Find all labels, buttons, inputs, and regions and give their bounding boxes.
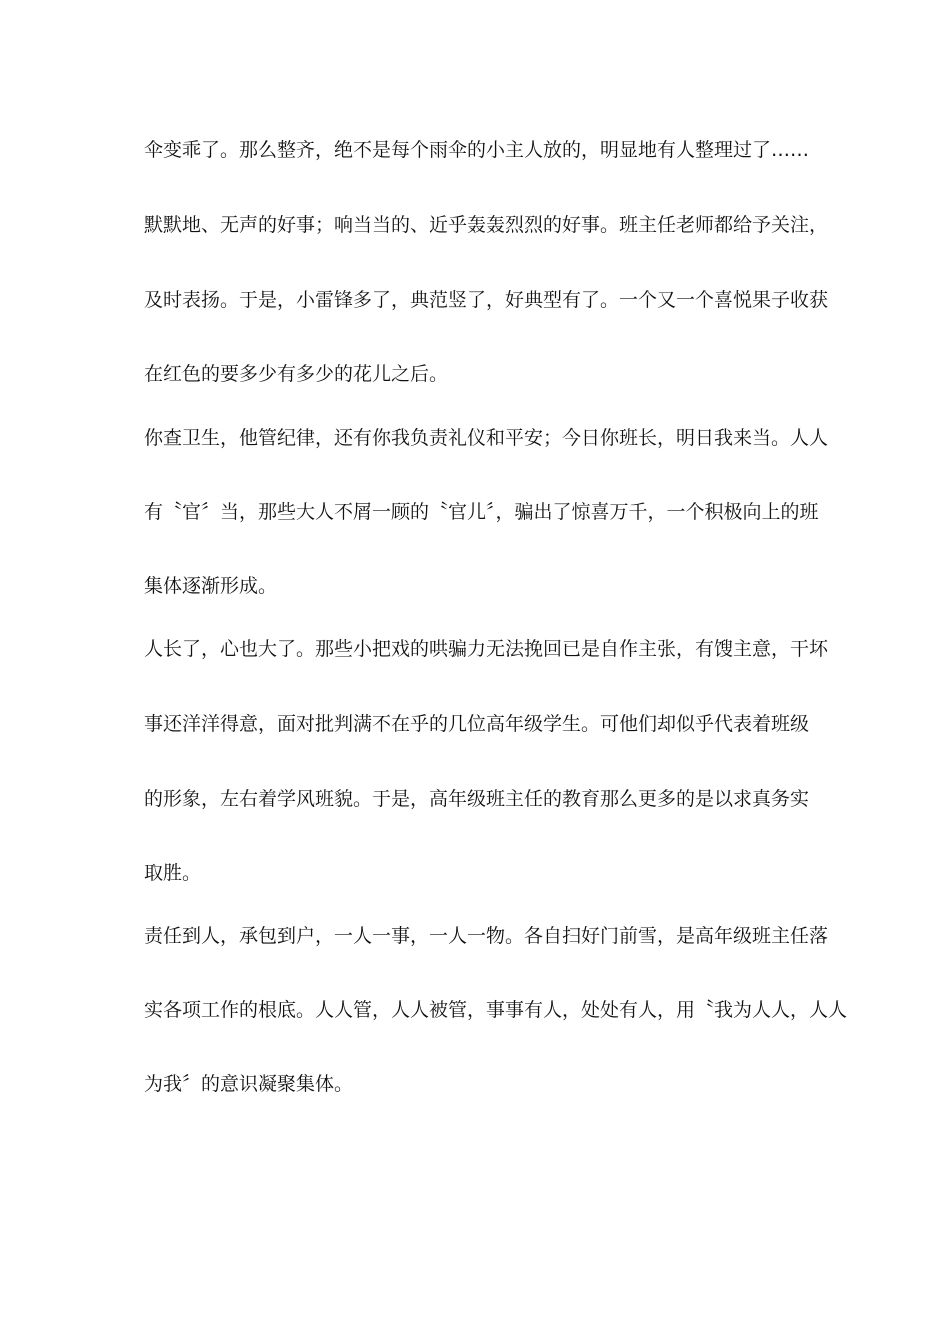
text-line-13: 实各项工作的根底。人人管，人人被管，事事有人，处处有人，用〝我为人人，人人 xyxy=(144,999,848,1021)
text-line-10: 的形象，左右着学风班貌。于是，高年级班主任的教育那么更多的是以求真务实 xyxy=(144,788,810,810)
text-line-14: 为我〞的意识凝聚集体。 xyxy=(144,1073,354,1095)
text-line-12: 责任到人，承包到户，一人一事，一人一物。各自扫好门前雪，是高年级班主任落 xyxy=(144,925,829,947)
text-line-9: 事还洋洋得意，面对批判满不在乎的几位高年级学生。可他们却似乎代表着班级 xyxy=(144,713,810,735)
text-line-2: 默默地、无声的好事；响当当的、近乎轰轰烈烈的好事。班主任老师都给予关注， xyxy=(144,214,829,236)
text-line-3: 及时表扬。于是，小雷锋多了，典范竖了，好典型有了。一个又一个喜悦果子收获 xyxy=(144,289,829,311)
text-line-4: 在红色的要多少有多少的花儿之后。 xyxy=(144,363,449,385)
text-line-7: 集体逐渐形成。 xyxy=(144,575,278,597)
text-line-6: 有〝官〞当，那些大人不屑一顾的〝官儿〞，骗出了惊喜万千，一个积极向上的班 xyxy=(144,501,819,523)
text-line-5: 你查卫生，他管纪律，还有你我负责礼仪和平安；今日你班长，明日我来当。人人 xyxy=(144,427,829,449)
text-line-1: 伞变乖了。那么整齐，绝不是每个雨伞的小主人放的，明显地有人整理过了…… xyxy=(144,139,810,161)
text-line-8: 人长了，心也大了。那些小把戏的哄骗力无法挽回已是自作主张，有馊主意，干坏 xyxy=(144,638,829,660)
text-line-11: 取胜。 xyxy=(144,862,202,884)
